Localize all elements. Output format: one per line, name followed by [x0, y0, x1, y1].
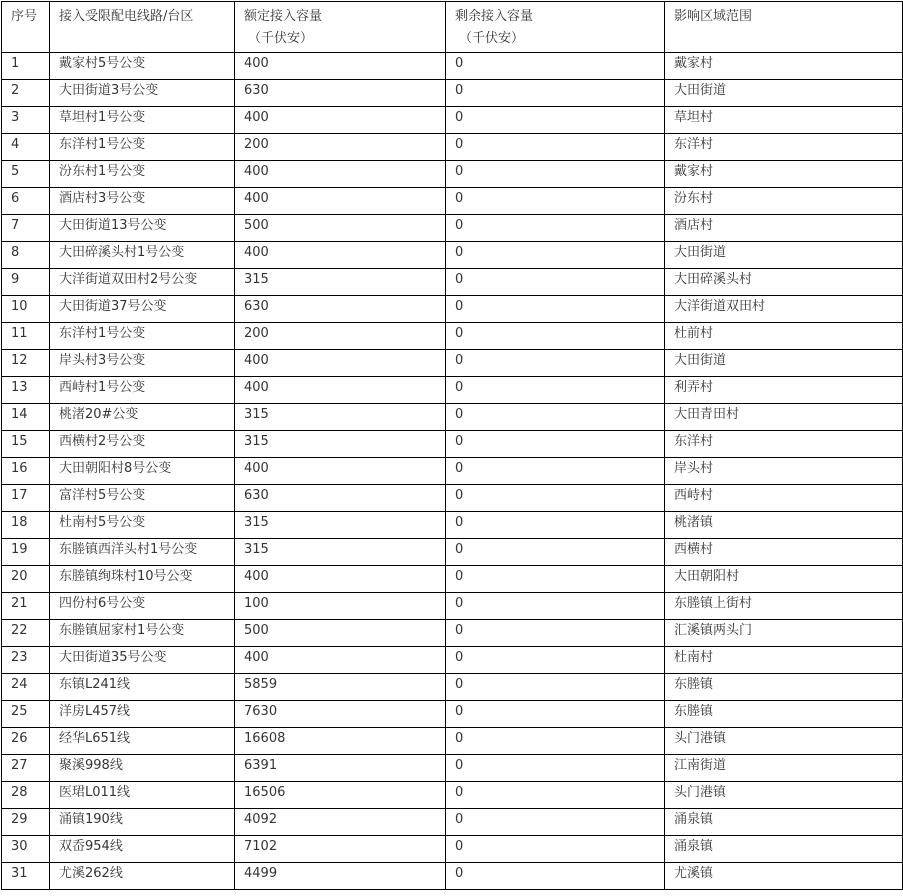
row-remaining-capacity-cell: 0	[446, 53, 665, 80]
table-row	[2, 188, 903, 215]
row-rated-capacity-cell: 500	[235, 620, 446, 647]
row-rated-capacity-cell: 100	[235, 593, 446, 620]
header-line-label: 接入受限配电线路/台区	[59, 9, 194, 24]
row-affected-area-cell: 大田碎溪头村	[665, 269, 903, 296]
row-index-cell: 31	[2, 863, 50, 890]
row-line-cell: 东洋村1号公变	[50, 134, 235, 161]
row-index-cell: 12	[2, 350, 50, 377]
table-row	[2, 566, 903, 593]
row-line-cell: 大田街道37号公变	[50, 296, 235, 323]
row-remaining-capacity-cell: 0	[446, 161, 665, 188]
row-rated-capacity-cell: 200	[235, 134, 446, 161]
row-line-cell: 草坦村1号公变	[50, 107, 235, 134]
row-rated-capacity-cell: 4499	[235, 863, 446, 890]
row-line-cell: 聚溪998线	[50, 755, 235, 782]
row-affected-area-cell: 大田朝阳村	[665, 566, 903, 593]
row-affected-area-cell: 汇溪镇两头门	[665, 620, 903, 647]
row-index-cell: 22	[2, 620, 50, 647]
table-row	[2, 80, 903, 107]
row-affected-area-cell: 西横村	[665, 539, 903, 566]
row-index-cell: 8	[2, 242, 50, 269]
row-index-cell: 13	[2, 377, 50, 404]
row-line-cell: 四份村6号公变	[50, 593, 235, 620]
row-remaining-capacity-cell: 0	[446, 539, 665, 566]
row-line-cell: 富洋村5号公变	[50, 485, 235, 512]
row-rated-capacity-cell: 630	[235, 485, 446, 512]
row-index-cell: 4	[2, 134, 50, 161]
row-rated-capacity-cell: 400	[235, 377, 446, 404]
row-rated-capacity-cell: 400	[235, 566, 446, 593]
row-rated-capacity-cell: 400	[235, 161, 446, 188]
table-row	[2, 620, 903, 647]
row-index-cell: 25	[2, 701, 50, 728]
header-index	[2, 2, 50, 53]
row-affected-area-cell: 头门港镇	[665, 728, 903, 755]
header-remaining-label: 剩余接入容量	[455, 9, 534, 24]
header-area	[665, 2, 903, 53]
row-index-cell: 14	[2, 404, 50, 431]
row-index-cell: 6	[2, 188, 50, 215]
capacity-table	[1, 1, 903, 890]
row-index-cell: 23	[2, 647, 50, 674]
row-affected-area-cell: 杜南村	[665, 647, 903, 674]
row-remaining-capacity-cell: 0	[446, 269, 665, 296]
row-affected-area-cell: 大田街道	[665, 242, 903, 269]
row-remaining-capacity-cell: 0	[446, 566, 665, 593]
row-rated-capacity-cell: 315	[235, 269, 446, 296]
row-line-cell: 涌镇190线	[50, 809, 235, 836]
row-index-cell: 29	[2, 809, 50, 836]
row-rated-capacity-cell: 200	[235, 323, 446, 350]
row-rated-capacity-cell: 630	[235, 296, 446, 323]
row-affected-area-cell: 戴家村	[665, 53, 903, 80]
table-row	[2, 647, 903, 674]
row-remaining-capacity-cell: 0	[446, 188, 665, 215]
row-remaining-capacity-cell: 0	[446, 620, 665, 647]
row-remaining-capacity-cell: 0	[446, 377, 665, 404]
row-rated-capacity-cell: 5859	[235, 674, 446, 701]
row-remaining-capacity-cell: 0	[446, 809, 665, 836]
table-row	[2, 134, 903, 161]
row-line-cell: 洋房L457线	[50, 701, 235, 728]
row-index-cell: 30	[2, 836, 50, 863]
row-affected-area-cell: 东塍镇	[665, 701, 903, 728]
row-affected-area-cell: 汾东村	[665, 188, 903, 215]
table-row	[2, 53, 903, 80]
row-line-cell: 双岙954线	[50, 836, 235, 863]
table-row	[2, 215, 903, 242]
row-affected-area-cell: 桃渚镇	[665, 512, 903, 539]
row-remaining-capacity-cell: 0	[446, 215, 665, 242]
row-line-cell: 东塍镇屈家村1号公变	[50, 620, 235, 647]
row-rated-capacity-cell: 400	[235, 458, 446, 485]
row-line-cell: 杜南村5号公变	[50, 512, 235, 539]
row-rated-capacity-cell: 400	[235, 107, 446, 134]
header-remaining-unit: （千伏安）	[459, 31, 525, 46]
header-remaining	[446, 2, 665, 53]
row-index-cell: 24	[2, 674, 50, 701]
row-index-cell: 11	[2, 323, 50, 350]
row-index-cell: 7	[2, 215, 50, 242]
row-rated-capacity-cell: 16506	[235, 782, 446, 809]
table-row	[2, 269, 903, 296]
table-row	[2, 512, 903, 539]
row-remaining-capacity-cell: 0	[446, 836, 665, 863]
table-row	[2, 782, 903, 809]
row-index-cell: 2	[2, 80, 50, 107]
header-index-label: 序号	[11, 9, 38, 24]
row-remaining-capacity-cell: 0	[446, 431, 665, 458]
row-rated-capacity-cell: 315	[235, 512, 446, 539]
row-remaining-capacity-cell: 0	[446, 755, 665, 782]
table-header-row	[2, 2, 903, 53]
row-line-cell: 汾东村1号公变	[50, 161, 235, 188]
table-row	[2, 485, 903, 512]
row-index-cell: 18	[2, 512, 50, 539]
row-remaining-capacity-cell: 0	[446, 512, 665, 539]
row-rated-capacity-cell: 7630	[235, 701, 446, 728]
row-affected-area-cell: 大洋街道双田村	[665, 296, 903, 323]
header-area-label: 影响区域范围	[674, 9, 753, 24]
table-row	[2, 107, 903, 134]
row-index-cell: 28	[2, 782, 50, 809]
row-line-cell: 大洋街道双田村2号公变	[50, 269, 235, 296]
row-rated-capacity-cell: 400	[235, 53, 446, 80]
row-affected-area-cell: 尤溪镇	[665, 863, 903, 890]
row-remaining-capacity-cell: 0	[446, 80, 665, 107]
row-line-cell: 尤溪262线	[50, 863, 235, 890]
row-affected-area-cell: 草坦村	[665, 107, 903, 134]
row-line-cell: 大田街道3号公变	[50, 80, 235, 107]
row-remaining-capacity-cell: 0	[446, 647, 665, 674]
row-index-cell: 15	[2, 431, 50, 458]
header-rated	[235, 2, 446, 53]
table-row	[2, 242, 903, 269]
row-affected-area-cell: 利弄村	[665, 377, 903, 404]
table-row	[2, 539, 903, 566]
row-remaining-capacity-cell: 0	[446, 485, 665, 512]
header-rated-label: 额定接入容量	[244, 9, 323, 24]
row-line-cell: 桃渚20#公变	[50, 404, 235, 431]
row-line-cell: 经华L651线	[50, 728, 235, 755]
row-line-cell: 岸头村3号公变	[50, 350, 235, 377]
row-remaining-capacity-cell: 0	[446, 242, 665, 269]
row-affected-area-cell: 戴家村	[665, 161, 903, 188]
row-remaining-capacity-cell: 0	[446, 674, 665, 701]
row-index-cell: 20	[2, 566, 50, 593]
row-affected-area-cell: 东洋村	[665, 134, 903, 161]
row-remaining-capacity-cell: 0	[446, 350, 665, 377]
row-index-cell: 21	[2, 593, 50, 620]
table-row	[2, 323, 903, 350]
row-line-cell: 西横村2号公变	[50, 431, 235, 458]
row-rated-capacity-cell: 630	[235, 80, 446, 107]
row-remaining-capacity-cell: 0	[446, 782, 665, 809]
row-line-cell: 东塍镇西洋头村1号公变	[50, 539, 235, 566]
table-row	[2, 161, 903, 188]
table-row	[2, 350, 903, 377]
row-index-cell: 17	[2, 485, 50, 512]
row-remaining-capacity-cell: 0	[446, 107, 665, 134]
row-line-cell: 大田朝阳村8号公变	[50, 458, 235, 485]
row-index-cell: 27	[2, 755, 50, 782]
row-rated-capacity-cell: 500	[235, 215, 446, 242]
row-line-cell: 大田街道35号公变	[50, 647, 235, 674]
row-index-cell: 26	[2, 728, 50, 755]
header-line	[50, 2, 235, 53]
row-rated-capacity-cell: 400	[235, 242, 446, 269]
row-index-cell: 19	[2, 539, 50, 566]
row-line-cell: 东镇L241线	[50, 674, 235, 701]
table-row	[2, 863, 903, 890]
row-rated-capacity-cell: 16608	[235, 728, 446, 755]
row-index-cell: 1	[2, 53, 50, 80]
table-row	[2, 404, 903, 431]
row-affected-area-cell: 大田青田村	[665, 404, 903, 431]
row-rated-capacity-cell: 315	[235, 404, 446, 431]
table-row	[2, 458, 903, 485]
row-remaining-capacity-cell: 0	[446, 728, 665, 755]
row-affected-area-cell: 东塍镇上街村	[665, 593, 903, 620]
row-affected-area-cell: 岸头村	[665, 458, 903, 485]
row-remaining-capacity-cell: 0	[446, 701, 665, 728]
table-row	[2, 728, 903, 755]
row-affected-area-cell: 江南街道	[665, 755, 903, 782]
row-line-cell: 东洋村1号公变	[50, 323, 235, 350]
row-affected-area-cell: 头门港镇	[665, 782, 903, 809]
row-rated-capacity-cell: 400	[235, 647, 446, 674]
row-line-cell: 酒店村3号公变	[50, 188, 235, 215]
row-affected-area-cell: 涌泉镇	[665, 809, 903, 836]
row-line-cell: 大田碎溪头村1号公变	[50, 242, 235, 269]
table-row	[2, 674, 903, 701]
row-remaining-capacity-cell: 0	[446, 134, 665, 161]
row-index-cell: 10	[2, 296, 50, 323]
row-affected-area-cell: 西峙村	[665, 485, 903, 512]
row-affected-area-cell: 东洋村	[665, 431, 903, 458]
table-row	[2, 809, 903, 836]
table-row	[2, 431, 903, 458]
row-index-cell: 9	[2, 269, 50, 296]
row-line-cell: 西峙村1号公变	[50, 377, 235, 404]
row-affected-area-cell: 杜前村	[665, 323, 903, 350]
row-rated-capacity-cell: 7102	[235, 836, 446, 863]
row-affected-area-cell: 大田街道	[665, 80, 903, 107]
row-affected-area-cell: 涌泉镇	[665, 836, 903, 863]
table-row	[2, 296, 903, 323]
row-remaining-capacity-cell: 0	[446, 296, 665, 323]
row-affected-area-cell: 酒店村	[665, 215, 903, 242]
row-line-cell: 戴家村5号公变	[50, 53, 235, 80]
table-row	[2, 377, 903, 404]
row-index-cell: 16	[2, 458, 50, 485]
row-remaining-capacity-cell: 0	[446, 323, 665, 350]
table-row	[2, 593, 903, 620]
row-rated-capacity-cell: 315	[235, 431, 446, 458]
row-line-cell: 东塍镇绚珠村10号公变	[50, 566, 235, 593]
row-rated-capacity-cell: 4092	[235, 809, 446, 836]
row-line-cell: 医珺L011线	[50, 782, 235, 809]
row-line-cell: 大田街道13号公变	[50, 215, 235, 242]
row-remaining-capacity-cell: 0	[446, 404, 665, 431]
row-rated-capacity-cell: 400	[235, 188, 446, 215]
header-rated-unit: （千伏安）	[248, 31, 314, 46]
row-index-cell: 3	[2, 107, 50, 134]
table-row	[2, 701, 903, 728]
row-remaining-capacity-cell: 0	[446, 863, 665, 890]
row-rated-capacity-cell: 400	[235, 350, 446, 377]
row-affected-area-cell: 东塍镇	[665, 674, 903, 701]
row-affected-area-cell: 大田街道	[665, 350, 903, 377]
table-row	[2, 836, 903, 863]
row-remaining-capacity-cell: 0	[446, 593, 665, 620]
row-rated-capacity-cell: 315	[235, 539, 446, 566]
row-remaining-capacity-cell: 0	[446, 458, 665, 485]
table-row	[2, 755, 903, 782]
row-index-cell: 5	[2, 161, 50, 188]
row-rated-capacity-cell: 6391	[235, 755, 446, 782]
